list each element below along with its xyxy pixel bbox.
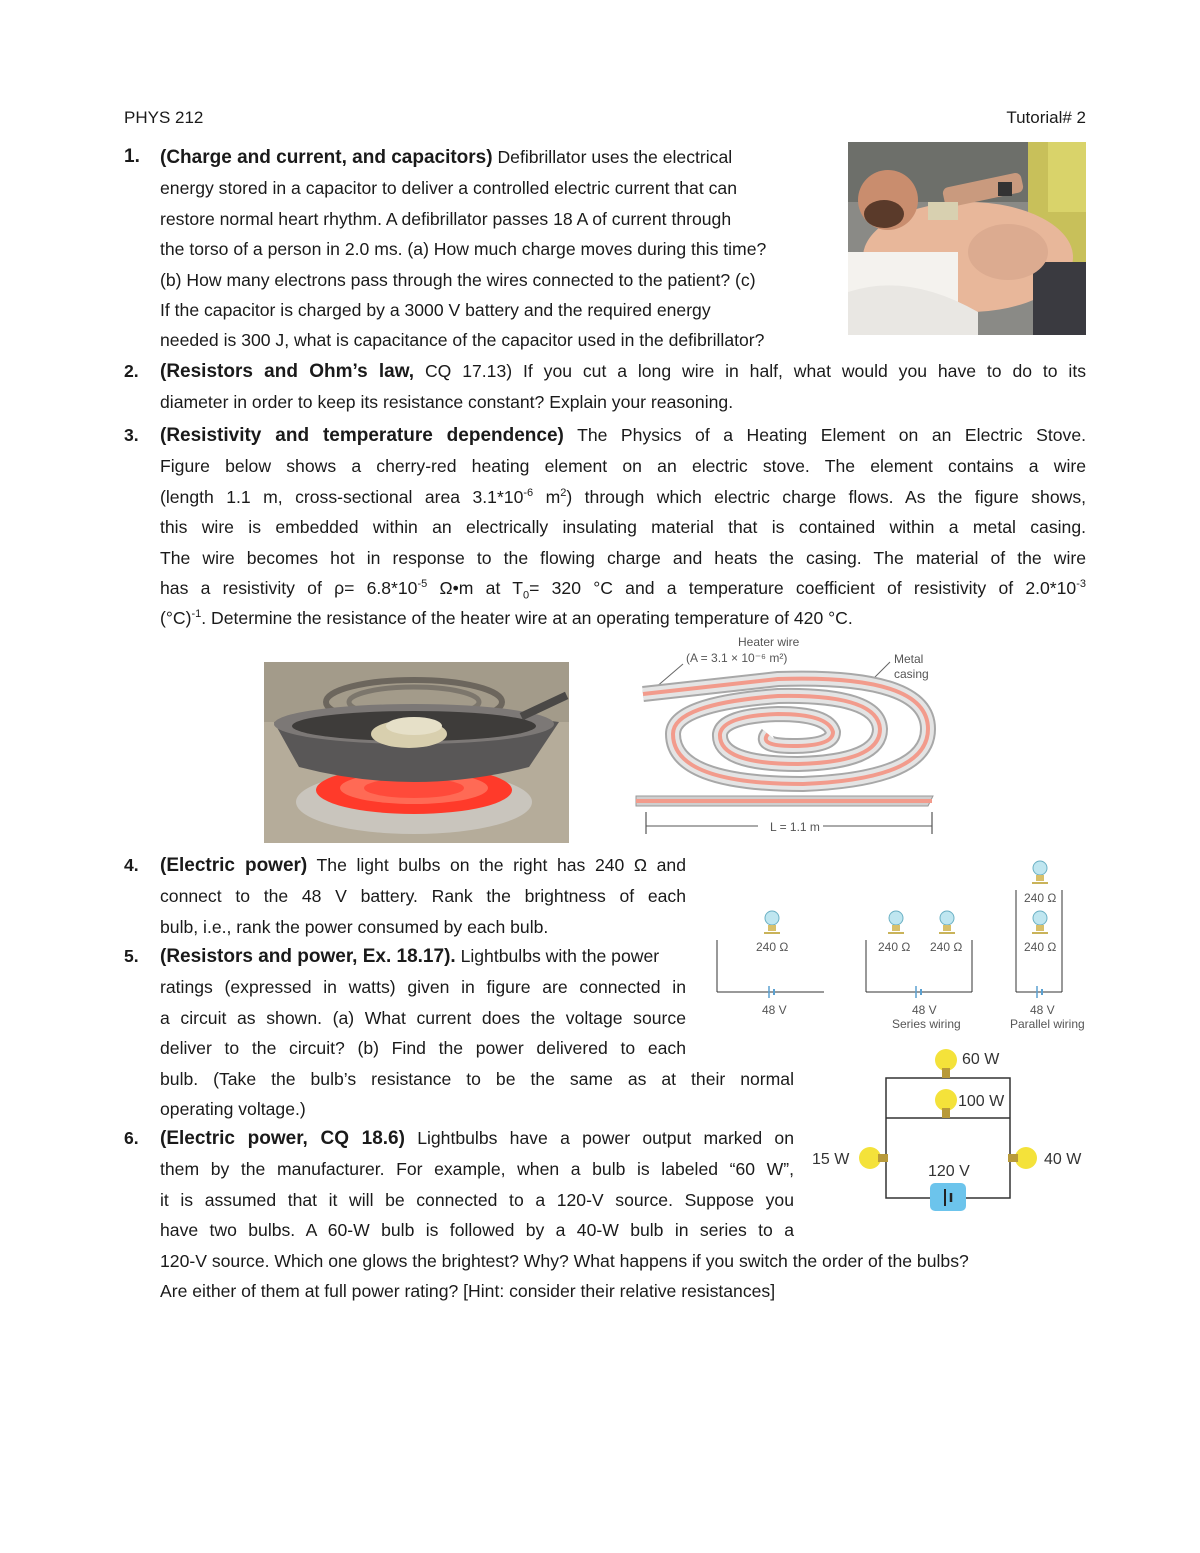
question-text: deliver to the circuit? (b) Find the power delivered to each — [160, 1038, 686, 1059]
question-number: 2. — [124, 361, 139, 381]
question-text: Lightbulbs have a power output marked on — [417, 1128, 794, 1148]
heater-wire-label: Heater wire — [738, 635, 800, 649]
resistance-label: 240 Ω — [756, 940, 789, 954]
question-text: If you cut a long wire in half, what would you have to do to its — [523, 361, 1087, 381]
question-text: bulb. (Take the bulb’s resistance to be the same as at their normal — [160, 1068, 794, 1089]
question-number: 6. — [124, 1128, 139, 1148]
question-text: ratings (expressed in watts) given in figure are connected in — [160, 977, 686, 998]
resistance-label: 240 Ω — [1024, 940, 1057, 954]
question-title: (Charge and current, and capacitors) — [160, 147, 493, 168]
question-text: $(^\circ C)^{-1}$. Determine the resistance of the heater wire at an operating temperature of 420 °C. — [160, 608, 853, 629]
question-2 — [124, 356, 1086, 418]
question-text: Are either of them at full power rating? [Hint: consider their relative resistances] — [160, 1281, 776, 1302]
bulb-60w-label: 60 W — [962, 1051, 1000, 1068]
question-text: Figure below shows a cherry-red heating element on an electric stove. The element contains a wire — [160, 456, 1086, 477]
question-number: 4. — [124, 855, 139, 875]
defibrillator-photo — [848, 142, 1086, 335]
battery-voltage-label: 48 V — [762, 1003, 787, 1017]
cross-section-label: (A = 3.1 × 10⁻⁶ m²) — [686, 651, 788, 665]
parallel-wiring-label: Parallel wiring — [1010, 1017, 1084, 1031]
question-number: 3. — [124, 425, 139, 445]
question-title: (Resistors and power, Ex. 18.17). — [160, 946, 456, 967]
question-number: 1. — [124, 146, 140, 167]
question-text: the torso of a person in 2.0 ms. (a) How much charge moves during this time? — [160, 239, 767, 260]
question-text: If the capacitor is charged by a 3000 V battery and the required energy — [160, 300, 711, 321]
bulb-wiring-diagrams — [712, 856, 1084, 1036]
question-title: (Electric power, CQ 18.6) — [160, 1128, 405, 1149]
source-voltage-label: 120 V — [928, 1163, 970, 1180]
question-text: The Physics of a Heating Element on an Electric Stove. — [577, 425, 1087, 445]
question-text: have two bulbs. A 60-W bulb is followed by a 40-W bulb in series to a — [160, 1220, 794, 1241]
question-text: 120-V source. Which one glows the brightest? Why? What happens if you switch the order of the bulbs? — [160, 1250, 969, 1271]
question-number: 5. — [124, 946, 139, 966]
question-text: bulb, i.e., rank the power consumed by each bulb. — [160, 916, 549, 937]
resistance-label: 240 Ω — [930, 940, 963, 954]
question-text: operating voltage.) — [160, 1099, 306, 1120]
resistance-label: 240 Ω — [878, 940, 911, 954]
question-text: this wire is embedded within an electrically insulating material that is contained within a metal casing. — [160, 517, 1086, 538]
wire-length-label: L = 1.1 m — [770, 820, 820, 834]
heater-wire-diagram — [628, 634, 948, 844]
resistance-label: 240 Ω — [1024, 891, 1057, 905]
question-text: needed is 300 J, what is capacitance of the capacitor used in the defibrillator? — [160, 330, 765, 351]
series-wiring-label: Series wiring — [892, 1017, 961, 1031]
question-text: Defibrillator uses the electrical — [497, 147, 733, 167]
question-text: energy stored in a capacitor to deliver a controlled electric current that can — [160, 178, 737, 199]
question-4 — [124, 850, 686, 942]
question-text: a circuit as shown. (a) What current does the voltage source — [160, 1007, 686, 1028]
battery-voltage-label: 48 V — [912, 1003, 937, 1017]
tutorial-number: Tutorial# 2 — [1006, 108, 1086, 127]
question-3 — [124, 420, 1086, 634]
question-text: restore normal heart rhythm. A defibrillator passes 18 A of current through — [160, 208, 732, 229]
question-text: Lightbulbs with the power — [460, 946, 660, 966]
metal-casing-label: Metal — [894, 652, 924, 666]
power-circuit-diagram — [808, 1040, 1090, 1220]
question-text: them by the manufacturer. For example, when a bulb is labeled “60 W”, — [160, 1159, 794, 1180]
bulb-100w-label: 100 W — [958, 1093, 1005, 1110]
question-title: (Resistors and Ohm’s law, — [160, 361, 415, 382]
question-title: (Resistivity and temperature dependence) — [160, 425, 564, 446]
question-text: diameter in order to keep its resistance constant? Explain your reasoning. — [160, 392, 734, 413]
question-text: The wire becomes hot in response to the flowing charge and heats the casing. The material of the wire — [160, 547, 1086, 568]
stove-photo — [264, 662, 569, 843]
metal-casing-label: casing — [894, 667, 929, 681]
question-reference: CQ 17.13) — [424, 361, 513, 381]
bulb-40w-label: 40 W — [1044, 1151, 1082, 1168]
question-text: connect to the 48 V battery. Rank the brightness of each — [160, 886, 686, 907]
question-1 — [124, 142, 814, 356]
battery-voltage-label: 48 V — [1030, 1003, 1055, 1017]
bulb-15w-label: 15 W — [812, 1151, 850, 1168]
question-text: has a resistivity of $\rho= 6.8*10^{-5}$ Ω•m at $T_0= 320$ °C and a temperature coefficient of resistivity of $2.0*10^{-3}$ — [160, 578, 1086, 602]
question-title: (Electric power) — [160, 855, 308, 876]
question-text: (length 1.1 m, cross-sectional area $3.1*10^{-6}$ $m^2$) through which electric charge flows. As the figure shows, — [160, 486, 1087, 507]
question-text: (b) How many electrons pass through the wires connected to the patient? (c) — [160, 269, 756, 290]
question-text: it is assumed that it will be connected to a 120-V source. Suppose you — [160, 1189, 794, 1210]
question-text: The light bulbs on the right has 240 Ω and — [316, 855, 686, 875]
course-code: PHYS 212 — [124, 108, 204, 127]
question-5 — [124, 941, 794, 1124]
